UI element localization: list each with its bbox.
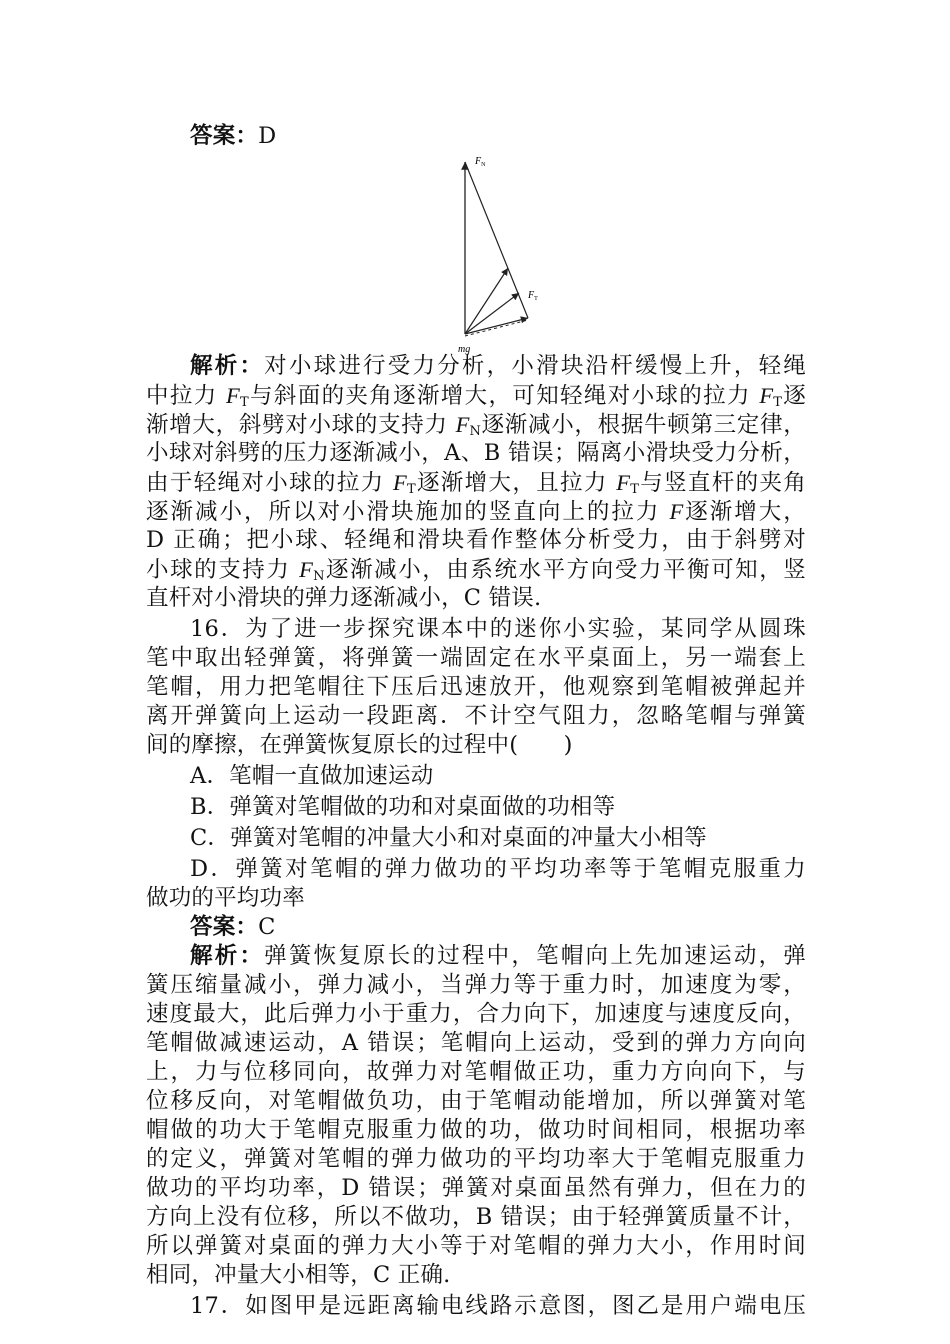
analysis-1-line-4: 小球对斜劈的压力逐渐减小，A、B 错误；隔离小滑块受力分析， [146,440,806,466]
analysis-label: 解析： [190,353,265,379]
force-diagram [448,150,558,358]
analysis-2-line-8: 的定义，弹簧对笔帽的弹力做功的平均功率大于笔帽克服重力 [146,1146,806,1172]
analysis-1-line-3 [146,410,806,441]
analysis-1-line-1 [190,352,806,382]
q16-line-3: 笔帽，用力把笔帽往下压后迅速放开，他观察到笔帽被弹起并 [146,674,806,700]
analysis-1-line-9: 直杆对小滑块的弹力逐渐减小，C 错误. [146,585,542,611]
label-mg: mg [458,344,471,355]
answer-label: 答案： [190,123,259,149]
text: 逐渐减小，由系统水平方向受力平衡可知，竖 [324,557,806,583]
option-d-line-1: D．弹簧对笔帽的弹力做功的平均功率等于笔帽克服重力 [190,856,806,882]
subscript: T [240,395,249,410]
text: 逐 [782,383,807,409]
text: 由于轻绳对小球的拉力 [146,470,393,496]
tension-vector-2 [465,293,519,334]
q16-line-4: 离开弹簧向上运动一段距离．不计空气阻力，忽略笔帽与弹簧 [146,703,806,729]
q16-line-2: 笔中取出轻弹簧，将弹簧一端固定在水平桌面上，另一端套上 [146,645,806,671]
text: 渐增大，斜劈对小球的支持力 [146,412,456,438]
text: 逐渐增大， [683,499,806,525]
subscript: T [406,482,416,497]
answer-value: D [258,123,277,149]
q16-line-1: 16．为了进一步探究课本中的迷你小实验，某同学从圆珠 [190,616,806,642]
symbol: F [455,412,470,437]
option-a: A．笔帽一直做加速运动 [190,763,434,789]
analysis-2-line-12: 相同，冲量大小相等，C 正确. [146,1262,451,1288]
text: 与斜面的夹角逐渐增大，可知轻绳对小球的拉力 [248,383,760,409]
text: 与竖直杆的夹角 [639,470,807,496]
analysis-2-line-1 [190,942,806,972]
symbol: F [226,383,240,408]
text: 对小球进行受力分析，小滑块沿杆缓慢上升，轻绳 [264,353,806,379]
analysis-1-line-2 [146,381,806,412]
analysis-2-line-5: 上，力与位移同向，故弹力对笔帽做正功，重力方向向下，与 [146,1059,806,1085]
text: 中拉力 [146,383,227,409]
analysis-label: 解析： [190,943,265,969]
dashed-line [465,320,528,336]
q16-line-5: 间的摩擦，在弹簧恢复原长的过程中( ) [146,732,573,758]
label-fn: $F_N$ [475,156,486,168]
analysis-2-line-2: 簧压缩量减小，弹力减小，当弹力等于重力时，加速度为零， [146,972,806,998]
subscript: T [630,482,640,497]
analysis-2-line-10: 方向上没有位移，所以不做功，B 错误；由于轻弹簧质量不计， [146,1204,806,1230]
analysis-1-line-5 [146,468,806,499]
text: 小球的支持力 [146,557,300,583]
label-ft: $F_T$ [528,290,538,302]
subscript: N [469,424,482,439]
option-c: C．弹簧对笔帽的冲量大小和对桌面的冲量大小相等 [190,825,707,851]
analysis-2-line-9: 做功的平均功率，D 错误；弹簧对桌面虽然有弹力，但在力的 [146,1175,806,1201]
answer-2 [190,913,850,943]
answer-value: C [258,914,276,940]
answer-label: 答案： [190,914,259,940]
answer-1 [190,122,850,152]
analysis-1-line-7: D 正确；把小球、轻绳和滑块看作整体分析受力，由于斜劈对 [146,527,806,553]
symbol: F [392,470,407,495]
symbol: F [299,557,314,582]
symbol: F [669,499,684,524]
symbol: F [616,470,631,495]
option-b: B．弹簧对笔帽做的功和对桌面做的功相等 [190,794,616,820]
symbol: F [759,383,774,408]
text: 逐渐增大，且拉力 [415,470,617,496]
analysis-2-line-6: 位移反向，对笔帽做负功，由于笔帽动能增加，所以弹簧对笔 [146,1088,806,1114]
analysis-2-line-7: 帽做的功大于笔帽克服重力做的功，做功时间相同，根据功率 [146,1117,806,1143]
option-d-line-2: 做功的平均功率 [146,885,305,911]
triangle-hypotenuse [465,162,528,318]
subscript: N [313,569,325,584]
q17-line-1: 17．如图甲是远距离输电线路示意图，图乙是用户端电压 [190,1293,806,1319]
text: 逐渐减小，根据牛顿第三定律， [481,412,806,438]
text: 弹簧恢复原长的过程中，笔帽向上先加速运动，弹 [264,943,806,969]
subscript: T [773,395,783,410]
analysis-1-line-6 [146,497,806,528]
analysis-2-line-11: 所以弹簧对桌面的弹力大小等于对笔帽的弹力大小，作用时间 [146,1233,806,1259]
analysis-1-line-8 [146,555,806,586]
analysis-2-line-3: 速度最大，此后弹力小于重力，合力向下，加速度与速度反向， [146,1001,806,1027]
text: 逐渐减小，所以对小滑块施加的竖直向上的拉力 [146,499,670,525]
analysis-2-line-4: 笔帽做减速运动，A 错误；笔帽向上运动，受到的弹力方向向 [146,1030,806,1056]
